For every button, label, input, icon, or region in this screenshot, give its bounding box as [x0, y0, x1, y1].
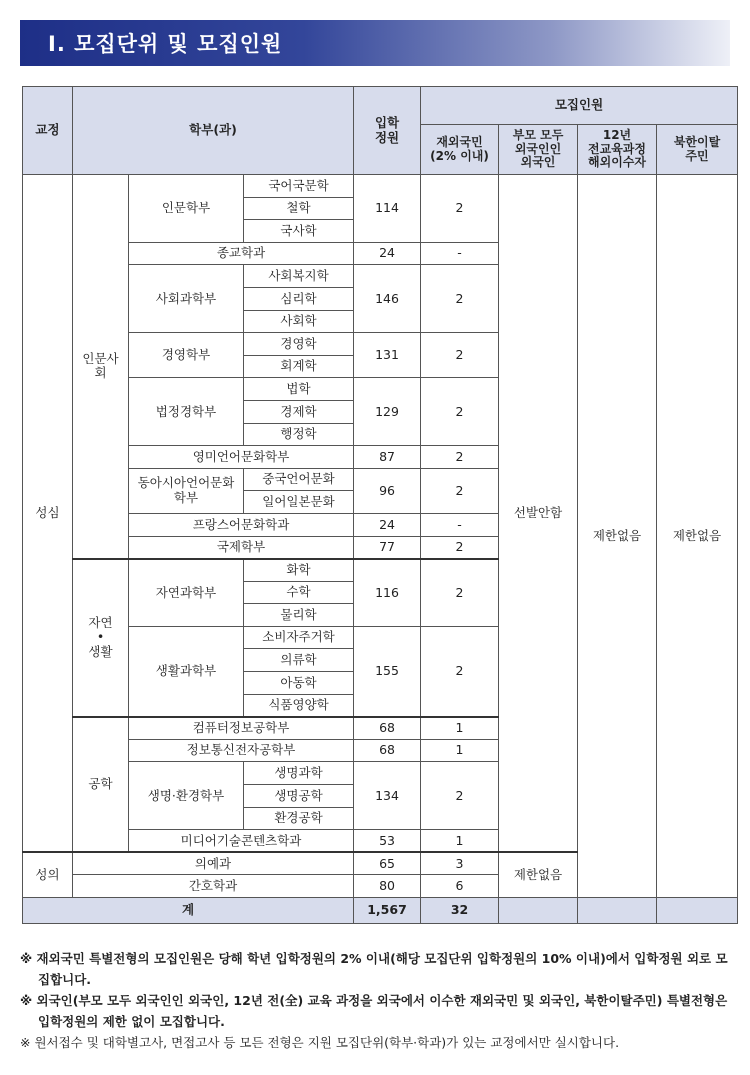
quota-value: 24 [354, 242, 421, 265]
foreign-no-limit: 제한없음 [499, 852, 578, 897]
major-name: 중국언어문화 [244, 468, 354, 491]
overseas-value: - [421, 513, 499, 536]
major-name: 생명과학 [244, 762, 354, 785]
major-name: 사회복지학 [244, 265, 354, 288]
division-humanities: 인문사 회 [73, 175, 129, 559]
major-name: 소비자주거학 [244, 626, 354, 649]
quota-value: 146 [354, 265, 421, 333]
major-name: 회계학 [244, 355, 354, 378]
total-label: 계 [23, 898, 354, 924]
major-name: 법학 [244, 378, 354, 401]
quota-value: 129 [354, 378, 421, 446]
dept-name: 컴퓨터정보공학부 [129, 717, 354, 740]
quota-value: 96 [354, 468, 421, 513]
quota-value: 68 [354, 739, 421, 762]
division-engineering: 공학 [73, 717, 129, 853]
major-name: 물리학 [244, 604, 354, 627]
header-dept: 학부(과) [73, 87, 354, 175]
major-name: 국사학 [244, 220, 354, 243]
major-name: 의류학 [244, 649, 354, 672]
header-foreign: 부모 모두 외국인인 외국인 [499, 125, 578, 175]
total-empty [657, 898, 738, 924]
page-title: Ⅰ. 모집단위 및 모집인원 [48, 32, 283, 56]
dept-name: 사회과학부 [129, 265, 244, 333]
note-item: ※ 재외국민 특별전형의 모집인원은 당해 학년 입학정원의 2% 이내(해당 모집단위 입학정원의 10% 이내)에서 입학정원 외로 모집합니다. [20, 951, 728, 987]
quota-value: 77 [354, 536, 421, 559]
notes [20, 948, 732, 1053]
total-quota: 1,567 [354, 898, 421, 924]
overseas-value: 2 [421, 175, 499, 243]
header-campus: 교정 [23, 87, 73, 175]
dept-name: 미디어기술콘텐츠학과 [129, 830, 354, 853]
dept-name: 동아시아언어문화 학부 [129, 468, 244, 513]
dept-name: 의예과 [73, 852, 354, 875]
dept-name: 법정경학부 [129, 378, 244, 446]
quota-value: 65 [354, 852, 421, 875]
overseas-value: 2 [421, 626, 499, 716]
title-banner [20, 20, 730, 66]
overseas-value: 6 [421, 875, 499, 898]
campus-seongsim: 성심 [23, 175, 73, 853]
major-name: 아동학 [244, 672, 354, 695]
major-name: 생명공학 [244, 785, 354, 808]
major-name: 환경공학 [244, 807, 354, 830]
recruitment-table [22, 86, 738, 924]
dept-name: 생명·환경학부 [129, 762, 244, 830]
overseas-value: 1 [421, 739, 499, 762]
major-name: 화학 [244, 559, 354, 582]
dept-name: 간호학과 [73, 875, 354, 898]
overseas-value: 2 [421, 536, 499, 559]
quota-value: 87 [354, 446, 421, 469]
major-name: 수학 [244, 581, 354, 604]
foreign-not-selected: 선발안함 [499, 175, 578, 853]
quota-value: 116 [354, 559, 421, 627]
dept-name: 경영학부 [129, 333, 244, 378]
header-twelve: 12년 전교육과정 해외이수자 [578, 125, 657, 175]
major-name: 국어국문학 [244, 175, 354, 198]
overseas-value: 2 [421, 333, 499, 378]
quota-value: 134 [354, 762, 421, 830]
total-empty [578, 898, 657, 924]
overseas-value: 2 [421, 468, 499, 513]
dept-name: 종교학과 [129, 242, 354, 265]
major-name: 일어일본문화 [244, 491, 354, 514]
quota-value: 155 [354, 626, 421, 716]
total-empty [499, 898, 578, 924]
dept-name: 영미언어문화학부 [129, 446, 354, 469]
note-item: ※ 외국인(부모 모두 외국인인 외국인, 12년 전(全) 교육 과정을 외국에서 이수한 재외국민 및 외국인, 북한이탈주민) 특별전형은 입학정원의 제한 없이 모집합니다. [20, 993, 728, 1029]
overseas-value: - [421, 242, 499, 265]
quota-value: 53 [354, 830, 421, 853]
overseas-value: 3 [421, 852, 499, 875]
quota-value: 80 [354, 875, 421, 898]
twelve-no-limit: 제한없음 [578, 175, 657, 898]
header-overseas: 재외국민 (2% 이내) [421, 125, 499, 175]
major-name: 심리학 [244, 287, 354, 310]
major-name: 식품영양학 [244, 694, 354, 717]
overseas-value: 2 [421, 265, 499, 333]
overseas-value: 2 [421, 559, 499, 627]
major-name: 철학 [244, 197, 354, 220]
nk-no-limit: 제한없음 [657, 175, 738, 898]
major-name: 사회학 [244, 310, 354, 333]
total-overseas: 32 [421, 898, 499, 924]
header-nk: 북한이탈 주민 [657, 125, 738, 175]
major-name: 행정학 [244, 423, 354, 446]
overseas-value: 2 [421, 446, 499, 469]
note-item: ※ 원서접수 및 대학별고사, 면접고사 등 모든 전형은 지원 모집단위(학부·학과)가 있는 교정에서만 실시합니다. [20, 1035, 620, 1050]
quota-value: 114 [354, 175, 421, 243]
major-name: 경제학 [244, 400, 354, 423]
overseas-value: 1 [421, 830, 499, 853]
dept-name: 인문학부 [129, 175, 244, 243]
dept-name: 프랑스어문화학과 [129, 513, 354, 536]
overseas-value: 1 [421, 717, 499, 740]
quota-value: 68 [354, 717, 421, 740]
overseas-value: 2 [421, 762, 499, 830]
header-recruit: 모집인원 [421, 87, 738, 125]
header-quota: 입학 정원 [354, 87, 421, 175]
major-name: 경영학 [244, 333, 354, 356]
dept-name: 국제학부 [129, 536, 354, 559]
quota-value: 131 [354, 333, 421, 378]
dept-name: 정보통신전자공학부 [129, 739, 354, 762]
quota-value: 24 [354, 513, 421, 536]
overseas-value: 2 [421, 378, 499, 446]
dept-name: 자연과학부 [129, 559, 244, 627]
dept-name: 생활과학부 [129, 626, 244, 716]
division-natural: 자연 • 생활 [73, 559, 129, 717]
campus-seongui: 성의 [23, 852, 73, 897]
